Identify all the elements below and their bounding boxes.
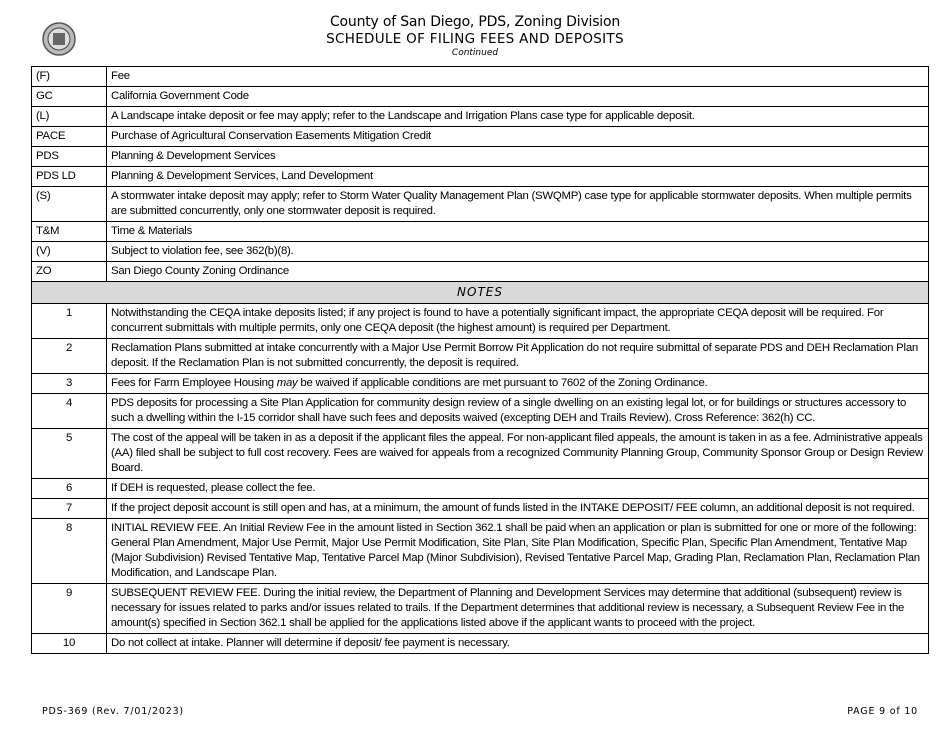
note-text: Reclamation Plans submitted at intake concurrently with a Major Use Permit Borrow Pit Application do not require submittal of separate PDS and DEH Reclamation Plan deposit. If the Reclamation Plan is not submitted concurrently, the deposit is required.	[111, 342, 918, 369]
note-number: 2	[32, 339, 107, 374]
abbreviation-definition: A stormwater intake deposit may apply; refer to Storm Water Quality Management Plan (SWQMP) case type for applicable stormwater deposits. When multiple permits are submitted concurrently, only one stormwater deposit is required.	[107, 187, 929, 222]
abbreviation-row	[32, 222, 929, 242]
abbreviation-row	[32, 147, 929, 167]
page-number: PAGE 9 of 10	[847, 706, 918, 717]
abbreviation-definition: Subject to violation fee, see 362(b)(8).	[107, 242, 929, 262]
note-text: Notwithstanding the CEQA intake deposits listed; if any project is found to have a potentially significant impact, the appropriate CEQA deposit will be required. For concurrent submittals with multiple permits, only one CEQA deposit (the highest amount) is required per Department.	[111, 307, 884, 334]
note-text-pre: Fees for Farm Employee Housing	[111, 377, 277, 389]
abbreviation-row	[32, 87, 929, 107]
note-body	[107, 584, 929, 634]
abbreviations-notes-table	[31, 66, 929, 654]
note-row	[32, 479, 929, 499]
note-body	[107, 374, 929, 394]
note-text: PDS deposits for processing a Site Plan Application for community design review of a single dwelling on an existing legal lot, or for buildings or structures accessory to such a dwelling within the I-15 corridor shall have such fees and deposits waived (excepting DEH and Trails Review). Cross Reference: 362(h) CC.	[111, 397, 907, 424]
abbreviation-row	[32, 67, 929, 87]
note-number: 3	[32, 374, 107, 394]
abbreviation-definition: A Landscape intake deposit or fee may apply; refer to the Landscape and Irrigation Plans case type for applicable deposit.	[107, 107, 929, 127]
note-text-emphasis: may	[276, 377, 298, 389]
note-text-post: be waived if applicable conditions are met pursuant to 7602 of the Zoning Ordinance.	[297, 377, 708, 389]
note-number: 1	[32, 304, 107, 339]
note-text: If DEH is requested, please collect the fee.	[111, 482, 316, 494]
note-row	[32, 519, 929, 584]
note-number: 6	[32, 479, 107, 499]
note-number: 4	[32, 394, 107, 429]
form-number: PDS-369 (Rev. 7/01/2023)	[42, 706, 184, 717]
header-title: SCHEDULE OF FILING FEES AND DEPOSITS	[326, 31, 624, 47]
header-agency: County of San Diego, PDS, Zoning Division	[329, 14, 621, 30]
abbreviation-row	[32, 262, 929, 282]
notes-title: NOTES	[32, 282, 929, 304]
abbreviation-code: (L)	[32, 107, 107, 127]
abbreviation-row	[32, 107, 929, 127]
abbreviation-code: PDS LD	[32, 167, 107, 187]
note-body	[107, 339, 929, 374]
abbreviation-definition: Time & Materials	[107, 222, 929, 242]
note-number: 8	[32, 519, 107, 584]
note-text: If the project deposit account is still open and has, at a minimum, the amount of funds listed in the INTAKE DEPOSIT/ FEE column, an additional deposit is not required.	[111, 502, 915, 514]
abbreviation-row	[32, 127, 929, 147]
abbreviation-definition: California Government Code	[107, 87, 929, 107]
note-text: SUBSEQUENT REVIEW FEE. During the initial review, the Department of Planning and Development Services may determine that additional (subsequent) review is necessary for issues related to parks and/or issues related to trails. If the Department determines that additional review is necessary, a Subsequent Review Fee in the amount(s) specified in Section 362.1 shall be applied for the applications listed above if the applicant wants to proceed with the project.	[111, 587, 905, 629]
note-row	[32, 304, 929, 339]
abbreviation-code: GC	[32, 87, 107, 107]
note-row	[32, 584, 929, 634]
abbreviation-code: PDS	[32, 147, 107, 167]
note-row	[32, 499, 929, 519]
note-number: 10	[32, 634, 107, 654]
abbreviation-code: PACE	[32, 127, 107, 147]
note-row	[32, 394, 929, 429]
abbreviation-code: T&M	[32, 222, 107, 242]
note-body	[107, 394, 929, 429]
note-body	[107, 304, 929, 339]
note-body	[107, 499, 929, 519]
note-body	[107, 634, 929, 654]
document-header	[0, 14, 950, 59]
note-row	[32, 374, 929, 394]
note-row	[32, 429, 929, 479]
note-text: Do not collect at intake. Planner will determine if deposit/ fee payment is necessary.	[111, 637, 510, 649]
abbreviation-definition: Purchase of Agricultural Conservation Easements Mitigation Credit	[107, 127, 929, 147]
note-number: 7	[32, 499, 107, 519]
note-text: The cost of the appeal will be taken in as a deposit if the applicant files the appeal. For non-applicant filed appeals, the amount is taken in as a fee. Administrative appeals (AA) filed shall be subject to full cost recovery. Fees are waived for appeals from a recognized Community Planning Group, Community Sponsor Group or Design Review Board.	[111, 432, 923, 474]
header-continued: Continued	[451, 48, 499, 58]
abbreviation-definition: Fee	[107, 67, 929, 87]
abbreviation-row	[32, 242, 929, 262]
note-row	[32, 339, 929, 374]
note-body	[107, 429, 929, 479]
abbreviation-code: (S)	[32, 187, 107, 222]
abbreviation-row	[32, 187, 929, 222]
note-text: INITIAL REVIEW FEE. An Initial Review Fee in the amount listed in Section 362.1 shall be paid when an application or plan is submitted for one or more of the following: General Plan Amendment, Major Use Permit, Major Use Permit Modification, Site Plan, Site Plan Modification, Specific Plan, Specific Plan Amendment, Tentative Map (Major Subdivision) Revised Tentative Map, Tentative Parcel Map (Minor Subdivision), Revised Tentative Parcel Map, Grading Plan, Reclamation Plan, Reclamation Plan Modification, and Landscape Plan.	[111, 522, 920, 579]
abbreviation-code: (F)	[32, 67, 107, 87]
abbreviation-definition: San Diego County Zoning Ordinance	[107, 262, 929, 282]
notes-header-row	[32, 282, 929, 304]
note-row	[32, 634, 929, 654]
note-body	[107, 519, 929, 584]
abbreviation-code: ZO	[32, 262, 107, 282]
note-body	[107, 479, 929, 499]
abbreviation-code: (V)	[32, 242, 107, 262]
abbreviation-definition: Planning & Development Services	[107, 147, 929, 167]
note-number: 5	[32, 429, 107, 479]
abbreviation-definition: Planning & Development Services, Land Development	[107, 167, 929, 187]
abbreviation-row	[32, 167, 929, 187]
note-number: 9	[32, 584, 107, 634]
